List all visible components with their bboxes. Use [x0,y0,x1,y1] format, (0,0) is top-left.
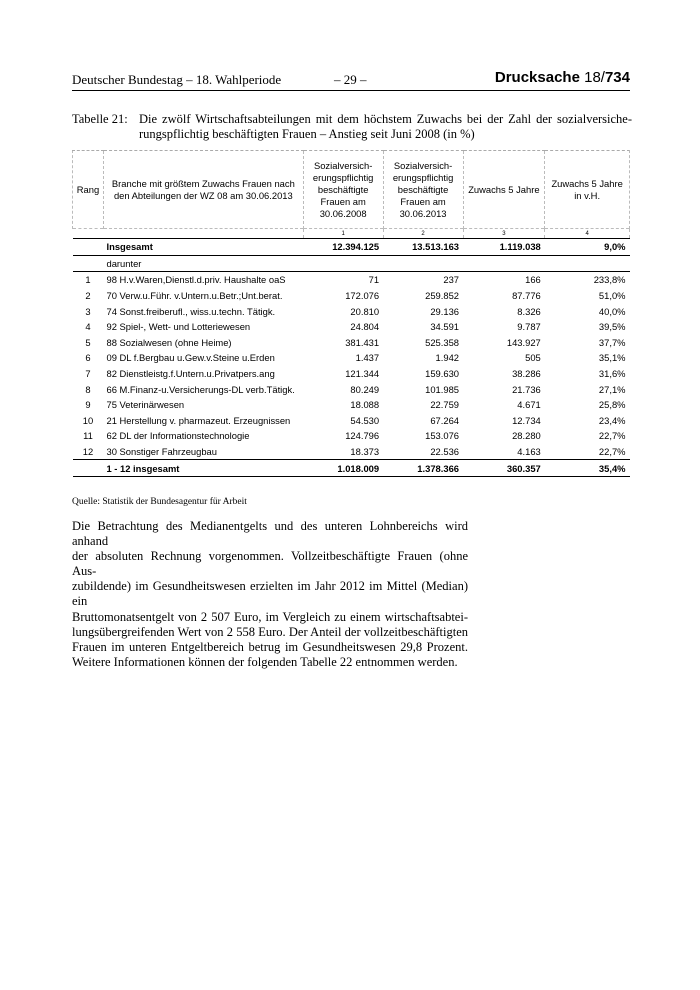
cell-branche: 92 Spiel-, Wett- und Lotteriewesen [106,321,251,333]
cell-v4: 233,8% [593,274,626,286]
cell-rang: 11 [83,430,93,442]
cell-branche: 82 Dienstleistg.f.Untern.u.Privatpers.ang [106,368,275,380]
cell-v2: 13.513.163 [383,239,463,256]
cell-v2: 22.759 [430,399,460,411]
table-header-row [73,151,630,229]
cell-v1: 71 [368,274,380,286]
header-col4: Zuwachs 5 Jahre in v.H. [545,151,630,229]
cell-v4: 9,0% [545,239,630,256]
header-branche: Branche mit größtem Zuwachs Frauen nach den Abteilungen der WZ 08 am 30.06.2013 [103,151,303,229]
page-header [72,69,630,89]
cell-rang: 4 [85,321,91,333]
cell-v1: 54.530 [350,414,380,426]
table-row [73,272,630,288]
table-row [73,381,630,397]
table-row-darunter [73,255,630,272]
cell-v1: 381.431 [345,336,380,348]
cell-v4: 22,7% [598,430,626,442]
cell-v1: 18.088 [350,399,380,411]
paragraph-line: Bruttomonatsentgelt von 2 507 Euro, im Vergleich zu einem wirtschaftsabtei- [72,609,468,624]
cell-v4: 51,0% [598,290,626,302]
cell-rang: 10 [82,414,94,426]
cell-v1: 172.076 [345,290,380,302]
table-row [73,397,630,413]
cell-v3: 38.286 [512,368,541,380]
cell-v2: 29.136 [430,305,460,317]
cell-v3: 12.734 [512,414,541,426]
header-rang: Rang [73,151,104,229]
table-row [73,335,630,351]
cell-branche: 98 H.v.Waren,Dienstl.d.priv. Haushalte oaS [106,274,286,286]
cell-v1: 12.394.125 [303,239,383,256]
cell-v3: 505 [525,352,541,364]
cell-v2: 259.852 [425,290,460,302]
caption-label: Tabelle 21: [72,112,128,126]
cell-v3: 1.119.038 [463,239,545,256]
cell-v2: 237 [443,274,460,286]
cell-branche: 21 Herstellung v. pharmazeut. Erzeugnissen [106,414,291,426]
cell-v3: 87.776 [512,290,541,302]
cell-branche: 74 Sonst.freiberufl., wiss.u.techn. Tätigk. [106,305,276,317]
paragraph-line: Die Betrachtung des Medianentgelts und des unteren Lohnbereichs wird anhand [72,519,468,549]
cell-v3: 8.326 [517,305,541,317]
cell-rang: 5 [85,336,91,348]
cell-rang: 9 [85,399,91,411]
document-number-value: 734 [604,69,630,86]
cell-v4: 31,6% [598,368,626,380]
paragraph-line: zubildende) im Gesundheitswesen erzielten im Jahr 2012 im Mittel (Median) ein [72,579,468,609]
insgesamt-label: Insgesamt [103,239,303,256]
column-number: 2 [383,229,463,239]
cell-v4: 25,8% [598,399,626,411]
cell-v4: 35,1% [598,352,626,364]
column-number: 1 [303,229,383,239]
data-table [72,150,630,477]
table-row [73,366,630,382]
cell-rang: 3 [85,305,91,317]
header-col2: Sozialversich-erungspflichtig beschäftigte Frauen am 30.06.2013 [383,151,463,229]
cell-v2: 67.264 [430,414,460,426]
cell-branche: 88 Sozialwesen (ohne Heime) [106,336,232,348]
cell-branche: 75 Veterinärwesen [106,399,185,411]
table-source: Quelle: Statistik der Bundesagentur für Arbeit [72,497,247,507]
table-row [73,413,630,429]
cell-rang: 2 [85,290,91,302]
table-row [73,350,630,366]
cell-v2: 1.942 [435,352,460,364]
cell-v1: 20.810 [350,305,380,317]
header-col3: Zuwachs 5 Jahre [463,151,545,229]
document-number [495,69,630,86]
paragraph-line: der absoluten Rechnung vorgenommen. Vollzeitbeschäftigte Frauen (ohne Aus- [72,549,468,579]
cell-v2: 153.076 [425,430,460,442]
cell-branche: 09 DL f.Bergbau u.Gew.v.Steine u.Erden [106,352,275,364]
cell-v4: 39,5% [598,321,626,333]
cell-v1: 1.018.009 [303,460,383,477]
table-row [73,288,630,304]
caption-text: Die zwölf Wirtschaftsabteilungen mit dem höchstem Zuwachs bei der Zahl der sozialversiche-rungspflichtig beschäftigten Frauen – Anstieg seit Juni 2008 (in %) [139,112,632,141]
paragraph-line: Weitere Informationen können der folgenden Tabelle 22 entnommen werden. [72,654,458,669]
document-label: Drucksache [494,69,580,86]
cell-v1: 1.437 [355,352,380,364]
table-row [73,428,630,444]
cell-v2: 1.378.366 [383,460,463,477]
cell-v3: 4.163 [517,446,541,458]
cell-v3: 360.357 [463,460,545,477]
cell-v1: 121.344 [345,368,380,380]
cell-branche: 66 M.Finanz-u.Versicherungs-DL verb.Tätigk. [106,383,295,395]
darunter-label: darunter [103,255,303,272]
cell-branche: 70 Verw.u.Führ. v.Untern.u.Betr.;Unt.berat. [106,290,283,302]
header-rule [72,90,630,91]
cell-v4: 23,4% [598,414,626,426]
cell-rang: 7 [85,368,91,380]
total-label: 1 - 12 insgesamt [103,460,303,477]
paragraph-line: Frauen im unteren Entgeltbereich betrug im Gesundheitswesen 29,8 Prozent. [72,639,468,654]
header-publication: Deutscher Bundestag – 18. Wahlperiode [72,72,282,87]
cell-v2: 101.985 [425,383,460,395]
paragraph-line: lungsübergreifenden Wert von 2 558 Euro. Der Anteil der vollzeitbeschäftigten [72,624,468,639]
cell-v4: 37,7% [598,336,626,348]
cell-branche: 62 DL der Informationstechnologie [106,430,250,442]
cell-rang: 1 [85,274,91,286]
table-row [73,319,630,335]
table-row-insgesamt [73,239,630,256]
cell-v2: 34.591 [430,321,460,333]
cell-v1: 124.796 [345,430,380,442]
cell-v4: 27,1% [598,383,626,395]
cell-v3: 166 [525,274,541,286]
cell-v2: 22.536 [430,446,460,458]
header-col1: Sozialversich-erungspflichtig beschäftigte Frauen am 30.06.2008 [303,151,383,229]
cell-rang: 6 [85,352,91,364]
cell-v1: 80.249 [350,383,380,395]
cell-v1: 24.804 [350,321,380,333]
cell-v3: 4.671 [517,399,541,411]
body-paragraph [72,519,468,670]
cell-v2: 159.630 [425,368,460,380]
cell-v3: 21.736 [512,383,541,395]
cell-rang: 12 [82,446,94,458]
cell-v4: 22,7% [598,446,626,458]
cell-v3: 9.787 [517,321,541,333]
cell-v1: 18.373 [350,446,380,458]
cell-v3: 143.927 [506,336,541,348]
cell-v2: 525.358 [425,336,460,348]
table-row [73,444,630,460]
column-number: 3 [463,229,545,239]
column-number-row [73,229,630,239]
document-number-prefix: 18/ [584,69,605,86]
table-row-total [73,460,630,477]
cell-v4: 40,0% [598,305,626,317]
cell-v4: 35,4% [545,460,630,477]
page-number: – 29 – [334,72,367,87]
cell-rang: 8 [85,383,91,395]
column-number: 4 [545,229,630,239]
cell-v3: 28.280 [512,430,541,442]
table-row [73,303,630,319]
cell-branche: 30 Sonstiger Fahrzeugbau [106,446,217,458]
